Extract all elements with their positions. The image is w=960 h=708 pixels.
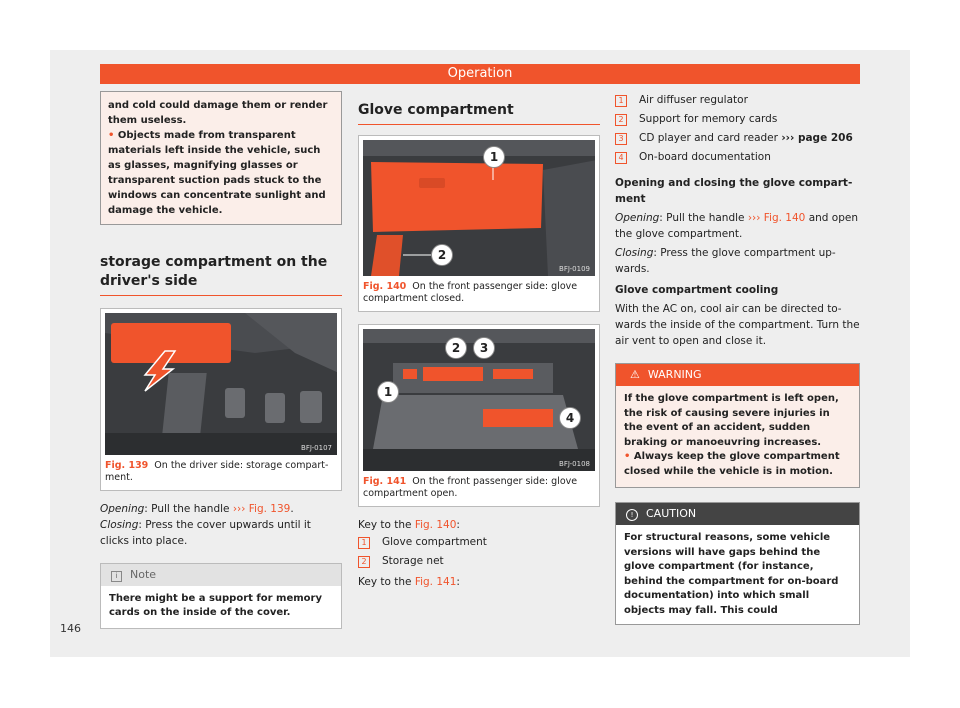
- section-title-driver-storage: storage compartment on the driver's side: [100, 253, 342, 296]
- opening-text: : Pull the handle: [659, 212, 748, 224]
- figure-140-image: [363, 140, 595, 276]
- figure-141: [358, 324, 600, 507]
- note-body: There might be a support for memory cards on the inside of the cover.: [109, 593, 322, 618]
- figure-140-number: Fig. 140: [363, 281, 407, 292]
- key-141-heading: [358, 574, 600, 590]
- cooling-title: Glove compartment cooling: [615, 284, 779, 296]
- key-141-label: Key to the: [358, 576, 415, 588]
- caution-body: For structural reasons, some vehicle versions will have gaps behind the glove compartment (for instance, behind the compartment for on-board documentation) into which small objects may fall. This could: [624, 532, 839, 616]
- warning-text-2: Always keep the glove compartment closed while the vehicle is in motion.: [624, 451, 840, 477]
- intro-line1: and cold could damage them or render them useless.: [108, 100, 328, 126]
- fig-140-link[interactable]: Fig. 140: [414, 519, 457, 531]
- figure-139-caption: [105, 460, 337, 484]
- key-text: On-board documentation: [639, 151, 771, 163]
- manual-page: [50, 50, 910, 657]
- figure-139-code: BFJ-0107: [301, 444, 332, 452]
- note-title: Note: [130, 568, 157, 581]
- bullet-icon: •: [108, 130, 115, 141]
- callout-1: 1: [483, 146, 505, 168]
- page-number: 146: [60, 622, 81, 635]
- fig-141-link[interactable]: Fig. 141: [414, 576, 457, 588]
- caution-title: CAUTION: [646, 507, 697, 520]
- driver-footwell-illustration: [105, 313, 337, 455]
- figure-139-image: [105, 313, 337, 455]
- figure-139-number: Fig. 139: [105, 460, 149, 471]
- key-text: CD player and card reader: [639, 132, 778, 144]
- key-text: Storage net: [382, 555, 444, 567]
- column-middle: [358, 91, 600, 590]
- key-141-item: [615, 91, 860, 110]
- page-header: Operation: [100, 64, 860, 84]
- figure-141-caption: [363, 476, 595, 500]
- figure-140-caption-text: On the front passenger side: glove compartment closed.: [363, 281, 578, 304]
- figure-141-image: [363, 329, 595, 471]
- figure-141-number: Fig. 141: [363, 476, 407, 487]
- opening-label: Opening: [100, 503, 145, 515]
- warning-header: [616, 364, 859, 386]
- caution-box: [615, 502, 860, 625]
- warning-body: [616, 386, 859, 487]
- glove-opening-text: [615, 210, 860, 242]
- glove-closing-text: [615, 245, 860, 277]
- opening-label: Opening: [615, 212, 660, 224]
- column-left: [100, 91, 342, 629]
- opening-text: : Pull the handle: [144, 503, 233, 515]
- figure-140-caption: [363, 281, 595, 305]
- fig-140-link[interactable]: ››› Fig. 140: [747, 212, 806, 224]
- figure-139: [100, 308, 342, 491]
- page-206-link[interactable]: ››› page 206: [781, 132, 853, 144]
- key-140-item: [358, 533, 600, 552]
- intro-line2: Objects made from transparent materials left inside the vehicle, such as glasses, magnifying glasses or transparent suction pads stuck to the windows can concentrate sunlight and damage the vehicle.: [108, 130, 326, 216]
- key-140-colon: :: [456, 519, 460, 531]
- note-box: [100, 563, 342, 629]
- key-140-item: [358, 552, 600, 571]
- opening-end: .: [290, 503, 294, 515]
- callout-2: 2: [431, 244, 453, 266]
- opening-end: and open the glove compartment.: [615, 212, 858, 240]
- figure-141-code: BFJ-0108: [559, 460, 590, 468]
- intro-box: [100, 91, 342, 225]
- warning-icon: ⚠: [630, 368, 640, 381]
- open-close-title: Opening and closing the glove compartment: [615, 177, 853, 205]
- cooling-text: With the AC on, cool air can be directed towards the inside of the compartment. Turn the air vent to open and close it.: [615, 303, 860, 347]
- key-text: Air diffuser regulator: [639, 94, 748, 106]
- key-141-item: [615, 110, 860, 129]
- warning-box: [615, 363, 860, 488]
- figure-141-caption-text: On the front passenger side: glove compartment open.: [363, 476, 578, 499]
- caution-icon: !: [626, 509, 638, 521]
- key-141-item: [615, 148, 860, 167]
- callout-2: 2: [445, 337, 467, 359]
- callout-3: 3: [473, 337, 495, 359]
- callout-1: 1: [377, 381, 399, 403]
- warning-title: WARNING: [647, 368, 702, 381]
- fig-139-link[interactable]: ››› Fig. 139: [232, 503, 291, 515]
- key-number: 2: [358, 556, 370, 568]
- key-text: Glove compartment: [382, 536, 487, 548]
- key-number: 1: [358, 537, 370, 549]
- key-number: 2: [615, 114, 627, 126]
- key-number: 4: [615, 152, 627, 164]
- key-140-heading: [358, 517, 600, 533]
- key-text: Support for memory cards: [639, 113, 778, 125]
- info-icon: i: [111, 571, 122, 582]
- bullet-icon: •: [624, 451, 631, 462]
- closing-text: : Press the glove compartment upwards.: [615, 247, 836, 275]
- figure-140: [358, 135, 600, 312]
- caution-header: [616, 503, 859, 525]
- key-140-label: Key to the: [358, 519, 415, 531]
- closing-text: : Press the cover upwards until it clicks into place.: [100, 519, 311, 547]
- key-number: 3: [615, 133, 627, 145]
- driver-closing-text: [100, 517, 342, 549]
- callout-4: 4: [559, 407, 581, 429]
- key-141-item: [615, 129, 860, 148]
- figure-140-code: BFJ-0109: [559, 265, 590, 273]
- glove-closed-illustration: [363, 140, 595, 276]
- section-title-glove: Glove compartment: [358, 101, 600, 125]
- closing-label: Closing: [615, 247, 654, 259]
- key-141-colon: :: [456, 576, 460, 588]
- note-header: [101, 564, 341, 586]
- key-number: 1: [615, 95, 627, 107]
- figure-139-caption-text: On the driver side: storage compartment.: [105, 460, 329, 483]
- warning-text: If the glove compartment is left open, the risk of causing severe injuries in the event of an accident, sudden braking or manoeuvring increases.: [624, 393, 839, 448]
- driver-opening-text: [100, 501, 342, 517]
- column-right: [615, 91, 860, 625]
- closing-label: Closing: [100, 519, 139, 531]
